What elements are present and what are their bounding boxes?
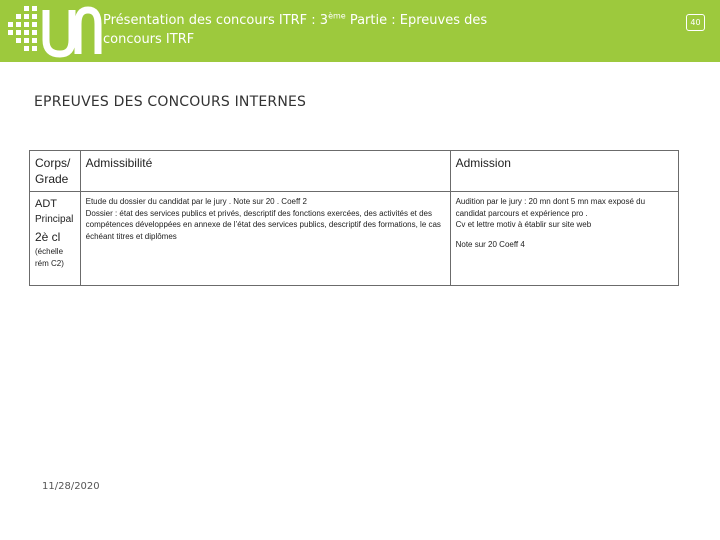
admissibilite-line: Etude du dossier du candidat par le jury . Note sur 20 . Coeff 2 [85,197,307,206]
page-number-badge: 40 [686,14,705,31]
header-admission: Admission [450,151,678,192]
cell-admission [450,192,678,286]
corps-scale: (échelle rém C2) [35,247,64,268]
admissibilite-line: Dossier : état des services publics et privés, descriptif des fonctions exercées, des activités et des compétences développées en annexe de l’état des services publics, descriptif des formations, le cas échéant titres et diplômes [85,208,441,241]
admission-line: Audition par le jury : 20 mn dont 5 mn max exposé du candidat parcours et expérience pro . [455,197,646,218]
admission-line: Cv et lettre motiv à établir sur site web [455,220,592,229]
university-logo-icon [6,4,102,58]
exam-table [29,150,679,286]
footer-date: 11/28/2020 [42,481,100,492]
spacer [456,231,673,239]
admission-line: Note sur 20 Coeff 4 [455,239,525,249]
slide-title: Présentation des concours ITRF : 3ème Partie : Epreuves des concours ITRF [103,11,488,47]
section-title: EPREUVES DES CONCOURS INTERNES [34,94,307,110]
corps-name: ADT [35,198,57,210]
cell-admissibilite [80,192,450,286]
corps-class: 2è cl [35,230,61,244]
table-row [30,192,679,286]
header-corps-grade: Corps/ Grade [30,151,81,192]
table-header-row [30,151,679,192]
header-banner [0,0,720,62]
cell-corps-grade [30,192,81,286]
header-admissibilite: Admissibilité [80,151,450,192]
corps-rank: Principal [35,214,74,225]
